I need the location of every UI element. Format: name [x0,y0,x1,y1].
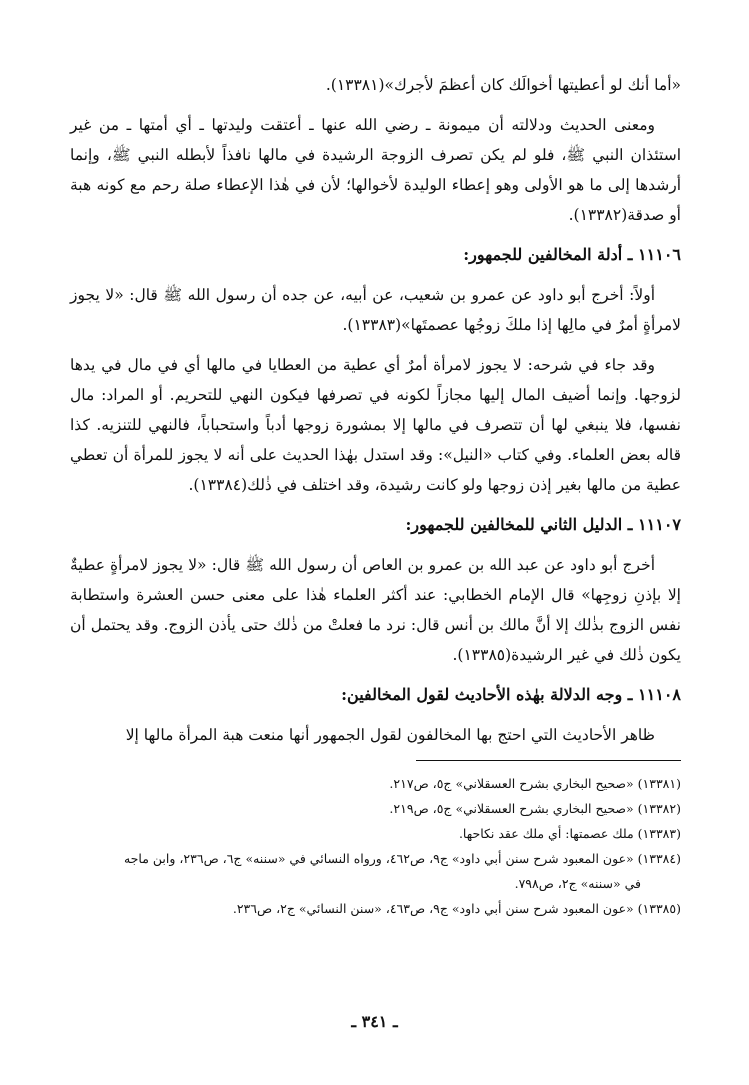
paragraph-indication: ظاهر الأحاديث التي احتج بها المخالفون لقول الجمهور أنها منعت هبة المرأة مالها إلا [125,726,655,744]
paragraph-meaning: ومعنى الحديث ودلالته أن ميمونة ـ رضي الله عنها ـ أعتقت وليدتها ـ أي أمتها ـ من غير استئذان النبي ﷺ، فلو لم يكن تصرف الزوجة الرشيدة في مالها نافذاً لأبطله النبي ﷺ، وإنما أرشدها إلى ما هو الأولى وهو إعطاء الوليدة لأخوالها؛ لأن في هٰذا الإعطاء صلة رحم مع كونه هبة أو صدقة(١٣٣٨٢). [70,116,681,224]
footnote-13381: (١٣٣٨١) «صحيح البخاري بشرح العسقلاني» ج٥، ص٢١٧. [389,776,681,791]
section-heading-11108: ١١١٠٨ ـ وجه الدلالة بهٰذه الأحاديث لقول المخالفين: [341,685,681,704]
footnote-13383: (١٣٣٨٣) ملك عصمتها: أي ملك عقد نكاحها. [458,826,681,841]
section-heading-11106: ١١١٠٦ ـ أدلة المخالفين للجمهور: [463,245,681,264]
section-heading-11107: ١١١٠٧ ـ الدليل الثاني للمخالفين للجمهور: [405,515,681,534]
main-text [70,70,681,750]
paragraph-hadith-end: «أما أنك لو أعطيتها أخوالَك كان أعظمَ لأجرك»(١٣٣٨١). [325,76,681,94]
paragraph-second-evidence: أخرج أبو داود عن عبد الله بن عمرو بن العاص أن رسول الله ﷺ قال: «لا يجوز لامرأةٍ عطيةٌ إلا بإذنِ زوجِها» قال الإمام الخطابي: عند أكثر العلماء هٰذا على معنى حسن العشرة واستطابة نفس الزوج بذٰلك إلا أنَّ مالك بن أنس قال: نرد ما فعلتْ من ذٰلك حتى يأذن الزوج. وقد يحتمل أن يكون ذٰلك في غير الرشيدة(١٣٣٨٥). [70,556,681,664]
footnote-13384-line2: في «سننه» ج٢، ص٧٩٨. [514,876,641,891]
footnote-13385: (١٣٣٨٥) «عون المعبود شرح سنن أبي داود» ج٩، ص٤٦٣، «سنن النسائي» ج٢، ص٢٣٦. [232,901,681,916]
footnote-13384-line1: (١٣٣٨٤) «عون المعبود شرح سنن أبي داود» ج٩، ص٤٦٢، ورواه النسائي في «سننه» ج٦، ص٢٣٦، وابن ماجه [123,851,681,866]
footnote-divider [416,760,681,761]
footnotes [70,771,681,921]
footnote-13382: (١٣٣٨٢) «صحيح البخاري بشرح العسقلاني» ج٥، ص٢١٩. [389,801,681,816]
paragraph-first-evidence: أولاً: أخرج أبو داود عن عمرو بن شعيب، عن أبيه، عن جده أن رسول الله ﷺ قال: «لا يجوز لامرأةٍ أمرٌ في مالِها إذا ملكَ زوجُها عصمتَها»(١٣٣٨٣). [70,286,681,334]
page-number: ـ ٣٤١ ـ [351,1012,398,1031]
paragraph-commentary: وقد جاء في شرحه: لا يجوز لامرأة أمرٌ أي عطية من العطايا في مالها أي في مال في يدها لزوجها. وإنما أضيف المال إليها مجازاً لكونه في تصرفها فيكون النهي للتحريم. أو المراد: مال نفسها، فلا ينبغي لها أن تتصرف في مالها إلا بمشورة زوجها أدباً واستحباباً، فالنهي للتنزيه. كذا قاله بعض العلماء. وفي كتاب «النيل»: وقد استدل بهٰذا الحديث على أنه لا يجوز للمرأة أن تعطي عطية من مالها بغير إذن زوجها ولو كانت رشيدة، وقد اختلف في ذٰلك(١٣٣٨٤). [70,356,681,494]
footnote-13384 [70,846,681,896]
